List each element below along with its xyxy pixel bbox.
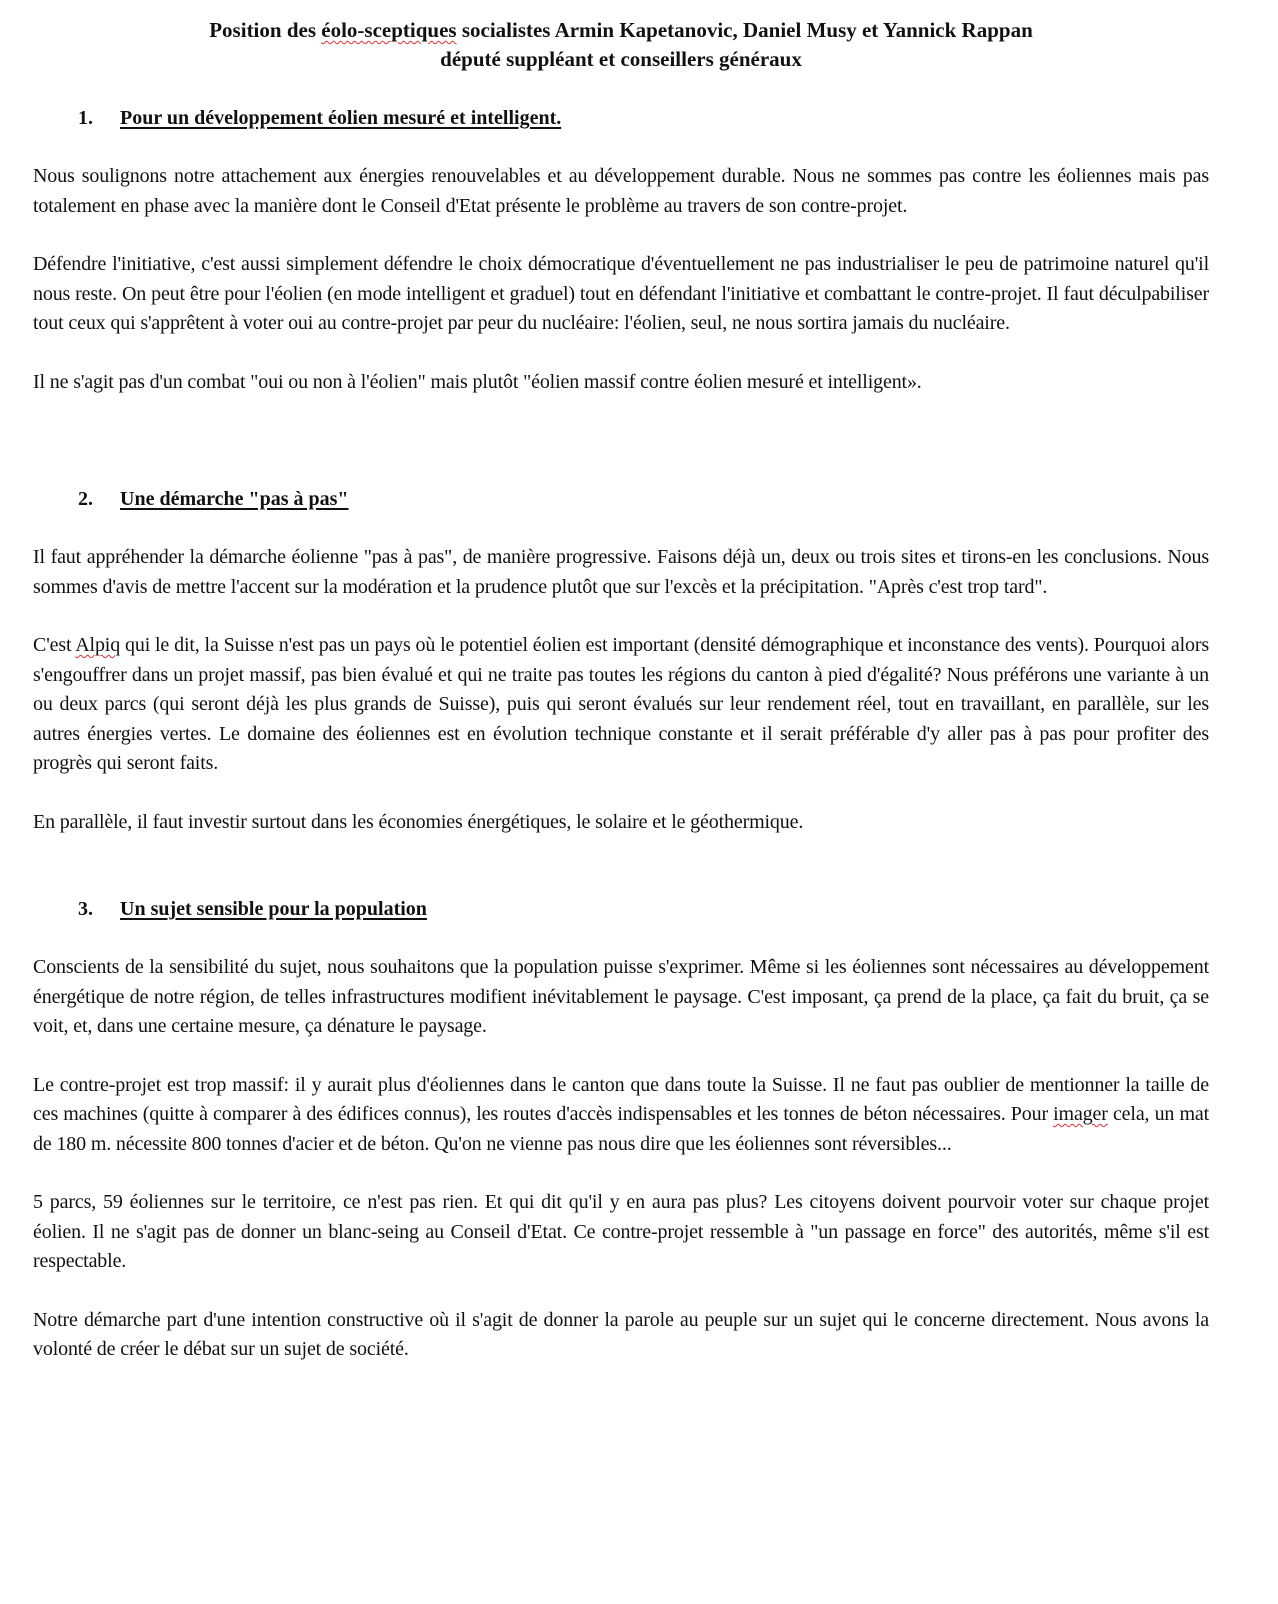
paragraph: 5 parcs, 59 éoliennes sur le territoire, ce n'est pas rien. Et qui dit qu'il y en aura pas plus? Les citoyens doivent pourvoir voter sur chaque projet éolien. Il ne s'agit pas de donner un blanc-seing au Conseil d'Etat. Ce contre-projet ressemble à "un passage en force" des autorités, même s'il est respectable. xyxy=(33,1191,1209,1272)
spellcheck-flagged-word[interactable]: Alpiq xyxy=(75,634,121,656)
paragraph: Nous soulignons notre attachement aux énergies renouvelables et au développement durable. Nous ne sommes pas contre les éoliennes mais pas totalement en phase avec la manière dont le Conseil d'Etat présente le problème au travers de son contre-projet. xyxy=(33,165,1209,217)
title-line1 xyxy=(209,18,1033,42)
paragraph-text: qui le dit, la Suisse n'est pas un pays où le potentiel éolien est important (densité démographique et inconstance des vents). Pourquoi alors s'engouffrer dans un projet massif, pas bien évalué et qui ne traite pas toutes les régions du canton à pied d'égalité? Nous préférons une variante à un ou deux parcs (qui seront déjà les plus grands de Suisse), puis qui seront évalués sur leur rendement réel, tout en travaillant, en parallèle, sur les autres énergies vertes. Le domaine des éoliennes est en évolution technique constante et il serait préférable d'y aller pas à pas pour profiter des progrès qui seront faits. xyxy=(33,634,1209,774)
paragraph: Il faut appréhender la démarche éolienne "pas à pas", de manière progressive. Faisons déjà un, deux ou trois sites et tirons-en les conclusions. Nous sommes d'avis de mettre l'accent sur la modération et la prudence plutôt que sur l'excès et la précipitation. "Après c'est trop tard". xyxy=(33,546,1209,598)
section-heading-1 xyxy=(33,104,1209,132)
paragraph: Notre démarche part d'une intention constructive où il s'agit de donner la parole au peuple sur un sujet qui le concerne directement. Nous avons la volonté de créer le débat sur un sujet de société. xyxy=(33,1308,1209,1360)
spellcheck-flagged-word[interactable]: éolo-sceptiques xyxy=(321,18,457,42)
title-text: Position des xyxy=(209,18,322,42)
section-heading-3 xyxy=(33,895,1209,923)
section-heading-2 xyxy=(33,485,1209,513)
section-number: 3. xyxy=(78,898,93,920)
spellcheck-flagged-word[interactable]: imager xyxy=(1053,1103,1108,1125)
paragraph-text: C'est xyxy=(33,634,76,656)
document-title xyxy=(33,16,1209,74)
paragraph: Défendre l'initiative, c'est aussi simplement défendre le choix démocratique d'éventuellement ne pas industrialiser le peu de patrimoine naturel qu'il nous reste. On peut être pour l'éolien (en mode intelligent et graduel) tout en défendant l'initiative et combattant le contre-projet. Il faut déculpabiliser tout ceux qui s'apprêtent à voter oui au contre-projet par peur du nucléaire: l'éolien, seul, ne nous sortira jamais du nucléaire. xyxy=(33,253,1209,334)
section-title: Un sujet sensible pour la population xyxy=(120,898,427,920)
paragraph-text: cela, un mat de 180 m. nécessite 800 tonnes d'acier et de béton. Qu'on ne vienne pas nous dire que les éoliennes sont réversibles... xyxy=(33,1103,1209,1155)
title-text: socialistes Armin Kapetanovic, Daniel Musy et Yannick Rappan xyxy=(456,18,1033,42)
title-line2: député suppléant et conseillers généraux xyxy=(440,47,802,71)
section-number: 2. xyxy=(78,488,93,510)
section-title: Une démarche "pas à pas" xyxy=(120,488,349,510)
paragraph: En parallèle, il faut investir surtout dans les économies énergétiques, le solaire et le géothermique. xyxy=(33,810,804,833)
paragraph: Il ne s'agit pas d'un combat "oui ou non à l'éolien" mais plutôt "éolien massif contre éolien mesuré et intelligent». xyxy=(33,370,922,393)
paragraph-text: Le contre-projet est trop massif: il y aurait plus d'éoliennes dans le canton que dans toute la Suisse. Il ne faut pas oublier de mentionner la taille de ces machines (quitte à comparer à des édifices connus), les routes d'accès indispensables et les tonnes de béton nécessaires. Pour xyxy=(33,1073,1209,1125)
paragraph: Conscients de la sensibilité du sujet, nous souhaitons que la population puisse s'exprimer. Même si les éoliennes sont nécessaires au développement énergétique de notre région, de telles infrastructures modifient inévitablement le paysage. C'est imposant, ça prend de la place, ça fait du bruit, ça se voit, et, dans une certaine mesure, ça dénature le paysage. xyxy=(33,956,1209,1037)
paragraph xyxy=(33,1071,1209,1160)
paragraph xyxy=(33,631,1209,779)
document-page xyxy=(33,16,1209,1365)
section-number: 1. xyxy=(78,107,93,129)
section-title: Pour un développement éolien mesuré et intelligent. xyxy=(120,107,562,129)
